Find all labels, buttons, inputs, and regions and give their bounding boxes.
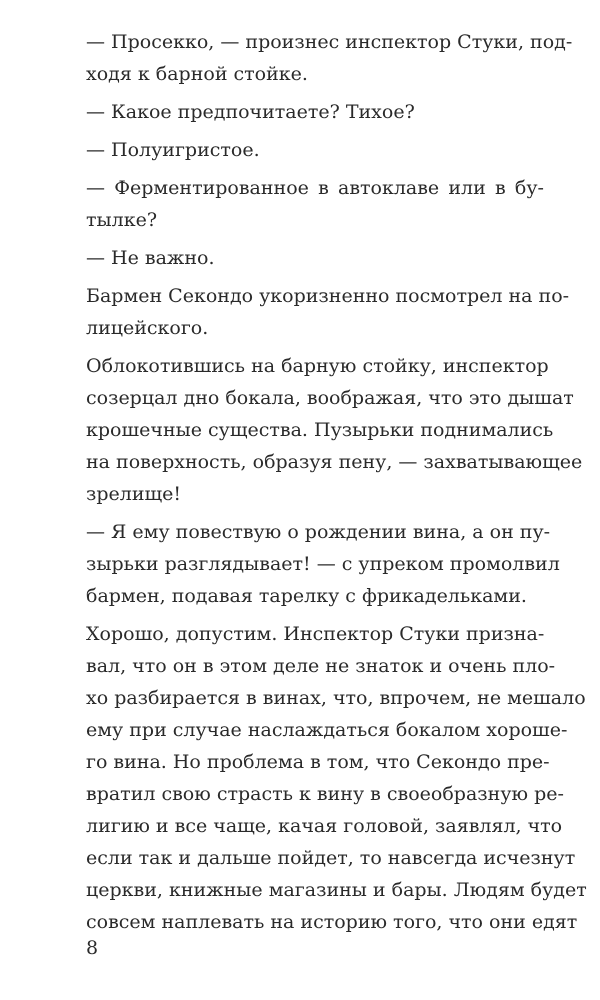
text-line: ходя к барной стойке. — [86, 63, 308, 85]
text-line: лигию и все чаще, качая головой, заявлял, что — [86, 815, 563, 837]
paragraph — [86, 96, 544, 128]
text-line: если так и дальше пойдет, то навсегда исчезнут — [86, 847, 576, 869]
text-line: совсем наплевать на историю того, что они едят — [86, 911, 578, 933]
text-line: вратил свою страсть к вину в своеобразную ре- — [86, 783, 564, 805]
text-line: ему при случае наслаждаться бокалом хороше- — [86, 719, 568, 741]
text-line: — Ферментированное в автоклаве или в бу- — [86, 177, 544, 199]
text-line: на поверхность, образуя пену, — захватывающее — [86, 451, 583, 473]
text-line: церкви, книжные магазины и бары. Людям будет — [86, 879, 587, 901]
text-line: вал, что он в этом деле не знаток и очень пло- — [86, 655, 556, 677]
text-line: созерцал дно бокала, воображая, что это дышат — [86, 387, 574, 409]
text-line: Облокотившись на барную стойку, инспектор — [86, 355, 549, 377]
paragraph — [86, 26, 573, 90]
text-line: бармен, подавая тарелку с фрикадельками. — [86, 585, 527, 607]
text-line: — Просекко, — произнес инспектор Стуки, под- — [86, 31, 573, 53]
paragraph — [86, 134, 544, 166]
paragraph — [86, 350, 583, 510]
paragraph — [86, 618, 587, 938]
text-line: зырьки разглядывает! — с упреком промолвил — [86, 553, 560, 575]
paragraph — [86, 172, 544, 236]
text-line: хо разбирается в винах, что, впрочем, не мешало — [86, 687, 586, 709]
text-line: зрелище! — [86, 483, 182, 505]
text-line: го вина. Но проблема в том, что Секондо пре- — [86, 751, 550, 773]
paragraph — [86, 242, 544, 274]
text-line: лицейского. — [86, 317, 209, 339]
page-text — [86, 26, 587, 944]
text-line: крошечные существа. Пузырьки поднимались — [86, 419, 554, 441]
text-line: — Не важно. — [86, 247, 215, 269]
text-line: Хорошо, допустим. Инспектор Стуки призна- — [86, 623, 545, 645]
text-line: — Я ему повествую о рождении вина, а он пу- — [86, 521, 551, 543]
text-line: — Полуигристое. — [86, 139, 260, 161]
paragraph — [86, 280, 570, 344]
text-line: Бармен Секондо укоризненно посмотрел на по- — [86, 285, 570, 307]
paragraph — [86, 516, 560, 612]
text-line: — Какое предпочитаете? Тихое? — [86, 101, 415, 123]
text-line: тылке? — [86, 209, 158, 231]
page-number: 8 — [86, 937, 99, 959]
